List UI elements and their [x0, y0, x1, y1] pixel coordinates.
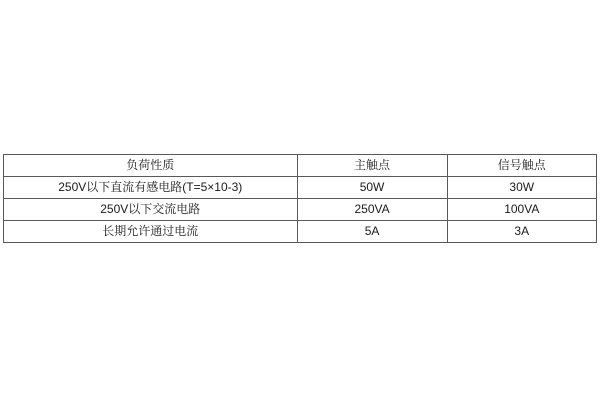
header-cell-signal-contact: 信号触点	[447, 155, 596, 177]
table-row-dc-inductive	[4, 177, 597, 199]
cell-signal-contact-value: 100VA	[447, 199, 596, 221]
cell-signal-contact-value: 3A	[447, 221, 596, 243]
header-cell-load-type: 负荷性质	[4, 155, 298, 177]
table-row-ac-circuit	[4, 199, 597, 221]
cell-load-type: 250V以下交流电路	[4, 199, 298, 221]
header-cell-main-contact: 主触点	[297, 155, 447, 177]
load-spec-table	[3, 154, 597, 243]
cell-load-type: 长期允许通过电流	[4, 221, 298, 243]
table-row-continuous-current	[4, 221, 597, 243]
cell-signal-contact-value: 30W	[447, 177, 596, 199]
table-header-row	[4, 155, 597, 177]
cell-load-type: 250V以下直流有感电路(T=5×10-3)	[4, 177, 298, 199]
cell-main-contact-value: 50W	[297, 177, 447, 199]
cell-main-contact-value: 250VA	[297, 199, 447, 221]
cell-main-contact-value: 5A	[297, 221, 447, 243]
